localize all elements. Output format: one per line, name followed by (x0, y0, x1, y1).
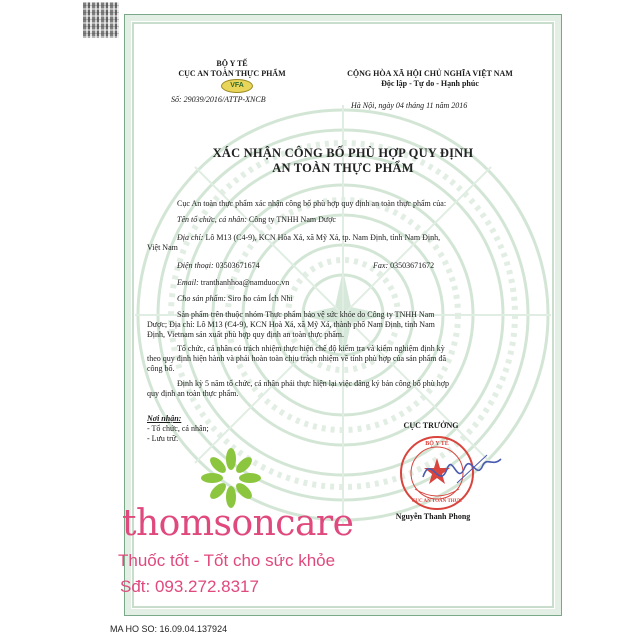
para1-line3: Định, Vietnam sản xuất phù hợp quy định an toàn thực phẩm. (147, 330, 345, 339)
org-value: Công ty TNHH Nam Dược (248, 215, 336, 224)
recipient-item: - Tổ chức, cá nhân; (147, 424, 209, 433)
brand-slogan: Thuốc tốt - Tốt cho sức khỏe (118, 551, 336, 570)
product-label: Cho sản phẩm: (177, 294, 226, 303)
email-row (177, 278, 289, 288)
fax-row (373, 261, 434, 271)
email-label: Email: (177, 278, 199, 287)
recipients-label: Nơi nhận: (147, 414, 182, 423)
brand-watermark: thomsoncare (122, 503, 354, 544)
vfa-logo: VFA (221, 79, 253, 93)
signatory-name: Nguyễn Thanh Phong (395, 512, 471, 521)
org-row (177, 215, 336, 225)
org-label: Tên tổ chức, cá nhân: (177, 215, 247, 224)
ministry-name: BỘ Y TẾ (216, 59, 248, 68)
para2-line3: công bố. (147, 364, 175, 373)
product-value: Siro ho cảm Ích Nhi (227, 294, 293, 303)
stamp-top-text: BỘ Y TẾ (425, 441, 449, 447)
address-value-cont: Việt Nam (147, 243, 178, 252)
signature-scribble (417, 447, 507, 497)
document-title-line2: AN TOÀN THỰC PHẨM (272, 161, 414, 175)
qr-code (83, 2, 119, 38)
address-label: Địa chỉ: (177, 233, 204, 242)
email-value: tranthanhhoa@namduoc.vn (200, 278, 290, 287)
para3-line1: Định kỳ 5 năm tổ chức, cá nhân phải thực hiện lại việc đăng ký bản công bố phù hợp (177, 379, 449, 388)
para1-line1: Sản phẩm trên thuộc nhóm Thực phẩm bảo vệ sức khỏe do Công ty TNHH Nam (177, 310, 435, 319)
para2-line1: Tổ chức, cá nhân có trách nhiệm thực hiện chế độ kiểm tra và kiểm nghiệm định kỳ (177, 344, 445, 353)
stamp-bottom-text: CỤC AN TOÀN THỰC (411, 499, 463, 504)
dossier-code: MA HO SO: 16.09.04.137924 (110, 624, 228, 634)
address-value: Lô M13 (C4-9), KCN Hòa Xá, xã Mỹ Xá, tp. Nam Định, tỉnh Nam Định, (205, 233, 441, 242)
national-motto: Độc lập - Tự do - Hạnh phúc (381, 79, 479, 88)
para3-line2: quy định an toàn thực phẩm. (147, 389, 239, 398)
country-name: CỘNG HÒA XÃ HỘI CHỦ NGHĨA VIỆT NAM (347, 69, 513, 78)
address-row (177, 233, 440, 243)
department-name: CỤC AN TOÀN THỰC PHẨM (178, 69, 286, 78)
phone-value: 03503671674 (215, 261, 260, 270)
fax-value: 03503671672 (390, 261, 435, 270)
para2-line2: theo quy định hiện hành và phải hoàn toàn chịu trách nhiệm về tính phù hợp của sản phẩm đã (147, 354, 447, 363)
product-row (177, 294, 293, 304)
document-title-line1: XÁC NHẬN CÔNG BỐ PHÙ HỢP QUY ĐỊNH (212, 146, 474, 160)
flower-icon (201, 447, 261, 509)
para1-line2: Dược; Địa chỉ: Lô M13 (C4-9), KCN Hoà Xá, xã Mỹ Xá, thành phố Nam Định, tỉnh Nam (147, 320, 435, 329)
recipient-item: - Lưu trữ. (147, 434, 179, 443)
document-number: Số: 29039/2016/ATTP-XNCB (171, 95, 266, 104)
phone-row (177, 261, 260, 271)
intro-text: Cục An toàn thực phẩm xác nhận công bố phù hợp quy định an toàn thực phẩm của: (177, 199, 447, 208)
issue-date: Hà Nội, ngày 04 tháng 11 năm 2016 (351, 101, 468, 110)
fax-label: Fax: (373, 261, 389, 270)
signatory-title: CỤC TRƯỞNG (403, 421, 459, 430)
brand-phone: Sđt: 093.272.8317 (120, 577, 259, 596)
phone-label: Điện thoại: (177, 261, 214, 270)
